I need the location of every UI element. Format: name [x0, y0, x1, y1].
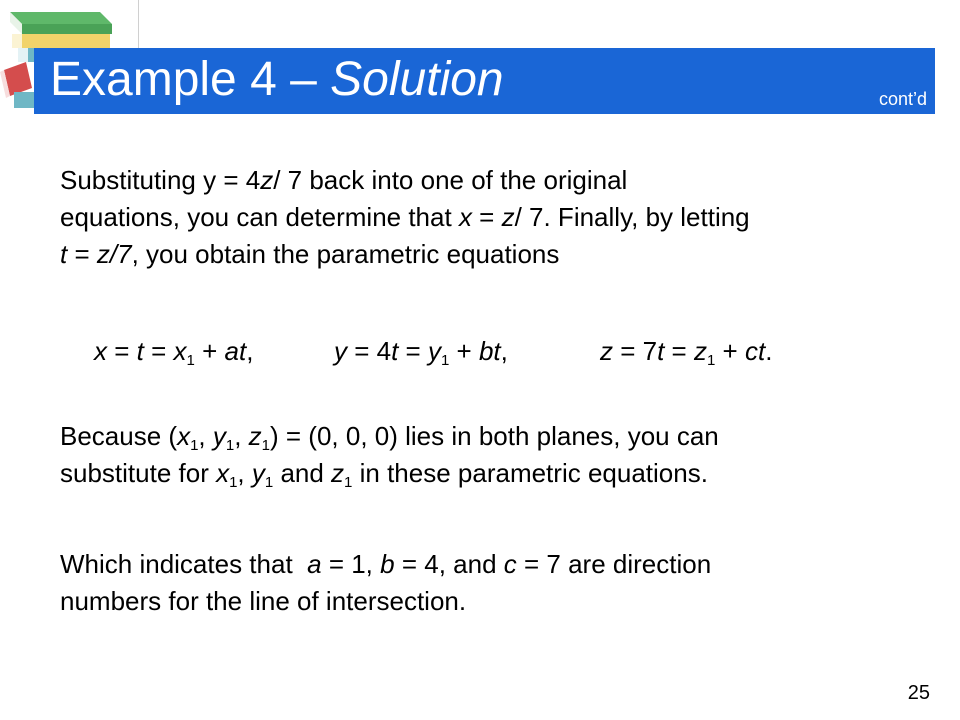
eq-sub: 1	[186, 352, 195, 369]
eq-text: =	[664, 336, 694, 366]
var-c: c	[503, 549, 517, 579]
eq-text: = 7	[613, 336, 658, 366]
para1-line2	[60, 199, 920, 236]
eq-sub: 1	[440, 352, 450, 369]
text: / 7. Finally, by letting	[514, 202, 750, 232]
var-y: y	[251, 458, 265, 488]
paragraph-direction-numbers	[60, 546, 920, 620]
text: Which indicates that	[60, 549, 308, 579]
eq-text: = 4	[347, 336, 392, 366]
subscript: 1	[261, 437, 271, 454]
para1-line1	[60, 162, 920, 199]
para3-line2: numbers for the line of intersection.	[60, 586, 467, 616]
var-y: y	[212, 421, 226, 451]
subscript: 1	[190, 437, 199, 454]
eq-text: ,	[500, 336, 508, 366]
var-b: b	[380, 549, 395, 579]
para3-line1	[60, 546, 920, 583]
eq-coef: ct	[744, 336, 766, 366]
eq-t: t	[657, 336, 665, 366]
para1-line3	[60, 236, 920, 273]
equation-z	[600, 333, 772, 373]
text: ) = (0, 0, 0) lies in both planes, you can	[270, 421, 719, 451]
para2-line2	[60, 455, 920, 492]
var-z: z	[260, 165, 274, 195]
text: in these parametric equations.	[352, 458, 708, 488]
text: = 1,	[321, 549, 381, 579]
text: substitute for	[60, 458, 217, 488]
eq-text: =	[143, 336, 174, 366]
paragraph-because	[60, 418, 920, 492]
equation-x	[94, 333, 253, 373]
eq-text: +	[715, 336, 745, 366]
eq-t: t	[391, 336, 399, 366]
text: = 4, and	[394, 549, 504, 579]
eq-text: =	[398, 336, 428, 366]
eq-text: =	[107, 336, 137, 366]
text: ,	[234, 421, 249, 451]
var-z: z	[248, 421, 262, 451]
eq-coef: at	[224, 336, 247, 366]
eq-text: .	[765, 336, 773, 366]
eq-var: y	[427, 336, 441, 366]
title-bar	[34, 48, 935, 114]
text: ,	[198, 421, 213, 451]
eq-var: x	[173, 336, 187, 366]
subscript: 1	[225, 437, 235, 454]
var-x: x	[458, 202, 472, 232]
var-x: x	[216, 458, 230, 488]
text: and	[273, 458, 332, 488]
eq-lhs: y	[334, 336, 347, 366]
text: Substituting y = 4	[60, 165, 261, 195]
paragraph-substitution	[60, 162, 920, 273]
eq-coef: bt	[478, 336, 501, 366]
text: =	[471, 202, 502, 232]
eq-text: ,	[246, 336, 254, 366]
var-z-over-7: z/7	[96, 239, 132, 269]
page-number: 25	[907, 682, 930, 704]
var-t: t	[60, 239, 68, 269]
eq-text: +	[449, 336, 479, 366]
title-plain: Example 4 –	[50, 53, 331, 106]
eq-var: z	[693, 336, 707, 366]
title-italic: Solution	[330, 53, 504, 106]
eq-lhs: x	[94, 336, 107, 366]
subscript: 1	[264, 474, 274, 491]
eq-text: +	[194, 336, 225, 366]
divider-line	[138, 0, 139, 48]
eq-t: t	[136, 336, 144, 366]
var-a: a	[307, 549, 322, 579]
var-x: x	[177, 421, 191, 451]
eq-sub: 1	[706, 352, 716, 369]
text: ,	[237, 458, 252, 488]
text: =	[67, 239, 97, 269]
text: , you obtain the parametric equations	[131, 239, 560, 269]
var-z: z	[501, 202, 515, 232]
subscript: 1	[344, 474, 353, 491]
continued-label: cont’d	[878, 89, 927, 109]
para2-line1	[60, 418, 920, 455]
subscript: 1	[229, 474, 238, 491]
slide-title	[50, 50, 504, 110]
eq-lhs: z	[600, 336, 613, 366]
text: = 7 are direction	[516, 549, 712, 579]
text: Because (	[60, 421, 178, 451]
equation-y	[334, 333, 508, 373]
text: equations, you can determine that	[60, 202, 459, 232]
var-z: z	[331, 458, 345, 488]
text: / 7 back into one of the original	[273, 165, 628, 195]
